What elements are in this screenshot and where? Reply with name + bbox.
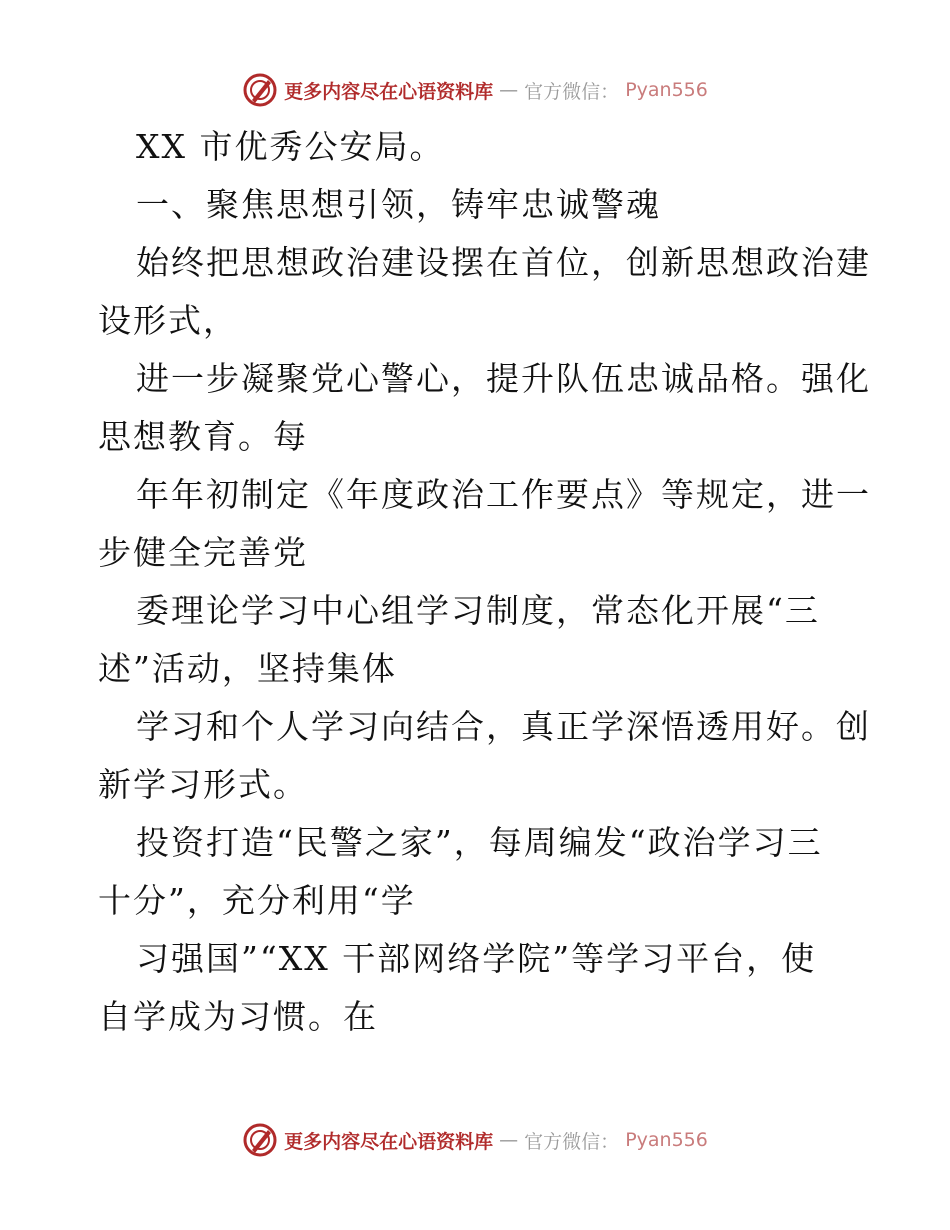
header-banner-separator: — — [499, 79, 519, 101]
header-wechat-id: Pyan556 — [625, 79, 708, 101]
text-line: 进一步凝聚党心警心，提升队伍忠诚品格。强化 — [136, 359, 871, 398]
text-line: 始终把思想政治建设摆在首位，创新思想政治建 — [136, 243, 871, 282]
text-line: 自学成为习惯。在 — [98, 997, 378, 1036]
document-body — [98, 118, 871, 1046]
footer-watermark-banner — [0, 1118, 950, 1162]
text-line: 投资打造“民警之家”，每周编发“政治学习三 — [136, 823, 823, 862]
pen-logo-icon — [242, 1122, 278, 1158]
text-line: 思想教育。每 — [98, 417, 308, 456]
text-line: 年年初制定《年度政治工作要点》等规定，进一 — [136, 475, 871, 514]
header-wechat-label: 官方微信： — [524, 80, 620, 103]
text-line: 新学习形式。 — [98, 765, 308, 804]
text-line: 设形式， — [98, 301, 238, 340]
text-line: 步健全完善党 — [98, 533, 308, 572]
text-line: XX 市优秀公安局。 — [136, 127, 445, 166]
text-line: 十分”，充分利用“学 — [98, 881, 416, 920]
footer-banner-text: 更多内容尽在心语资料库 — [284, 1130, 494, 1153]
header-banner-text: 更多内容尽在心语资料库 — [284, 80, 494, 103]
footer-banner-separator: — — [499, 1129, 519, 1151]
text-line: 委理论学习中心组学习制度，常态化开展“三 — [136, 591, 820, 630]
text-line: 述”活动，坚持集体 — [98, 649, 397, 688]
header-watermark-banner — [0, 68, 950, 112]
pen-logo-icon — [242, 72, 278, 108]
footer-wechat-label: 官方微信： — [524, 1130, 620, 1153]
footer-wechat-id: Pyan556 — [625, 1129, 708, 1151]
text-line: 习强国”“XX 干部网络学院”等学习平台，使 — [136, 939, 817, 978]
section-heading: 一、聚焦思想引领，铸牢忠诚警魂 — [136, 185, 661, 224]
text-line: 学习和个人学习向结合，真正学深悟透用好。创 — [136, 707, 871, 746]
